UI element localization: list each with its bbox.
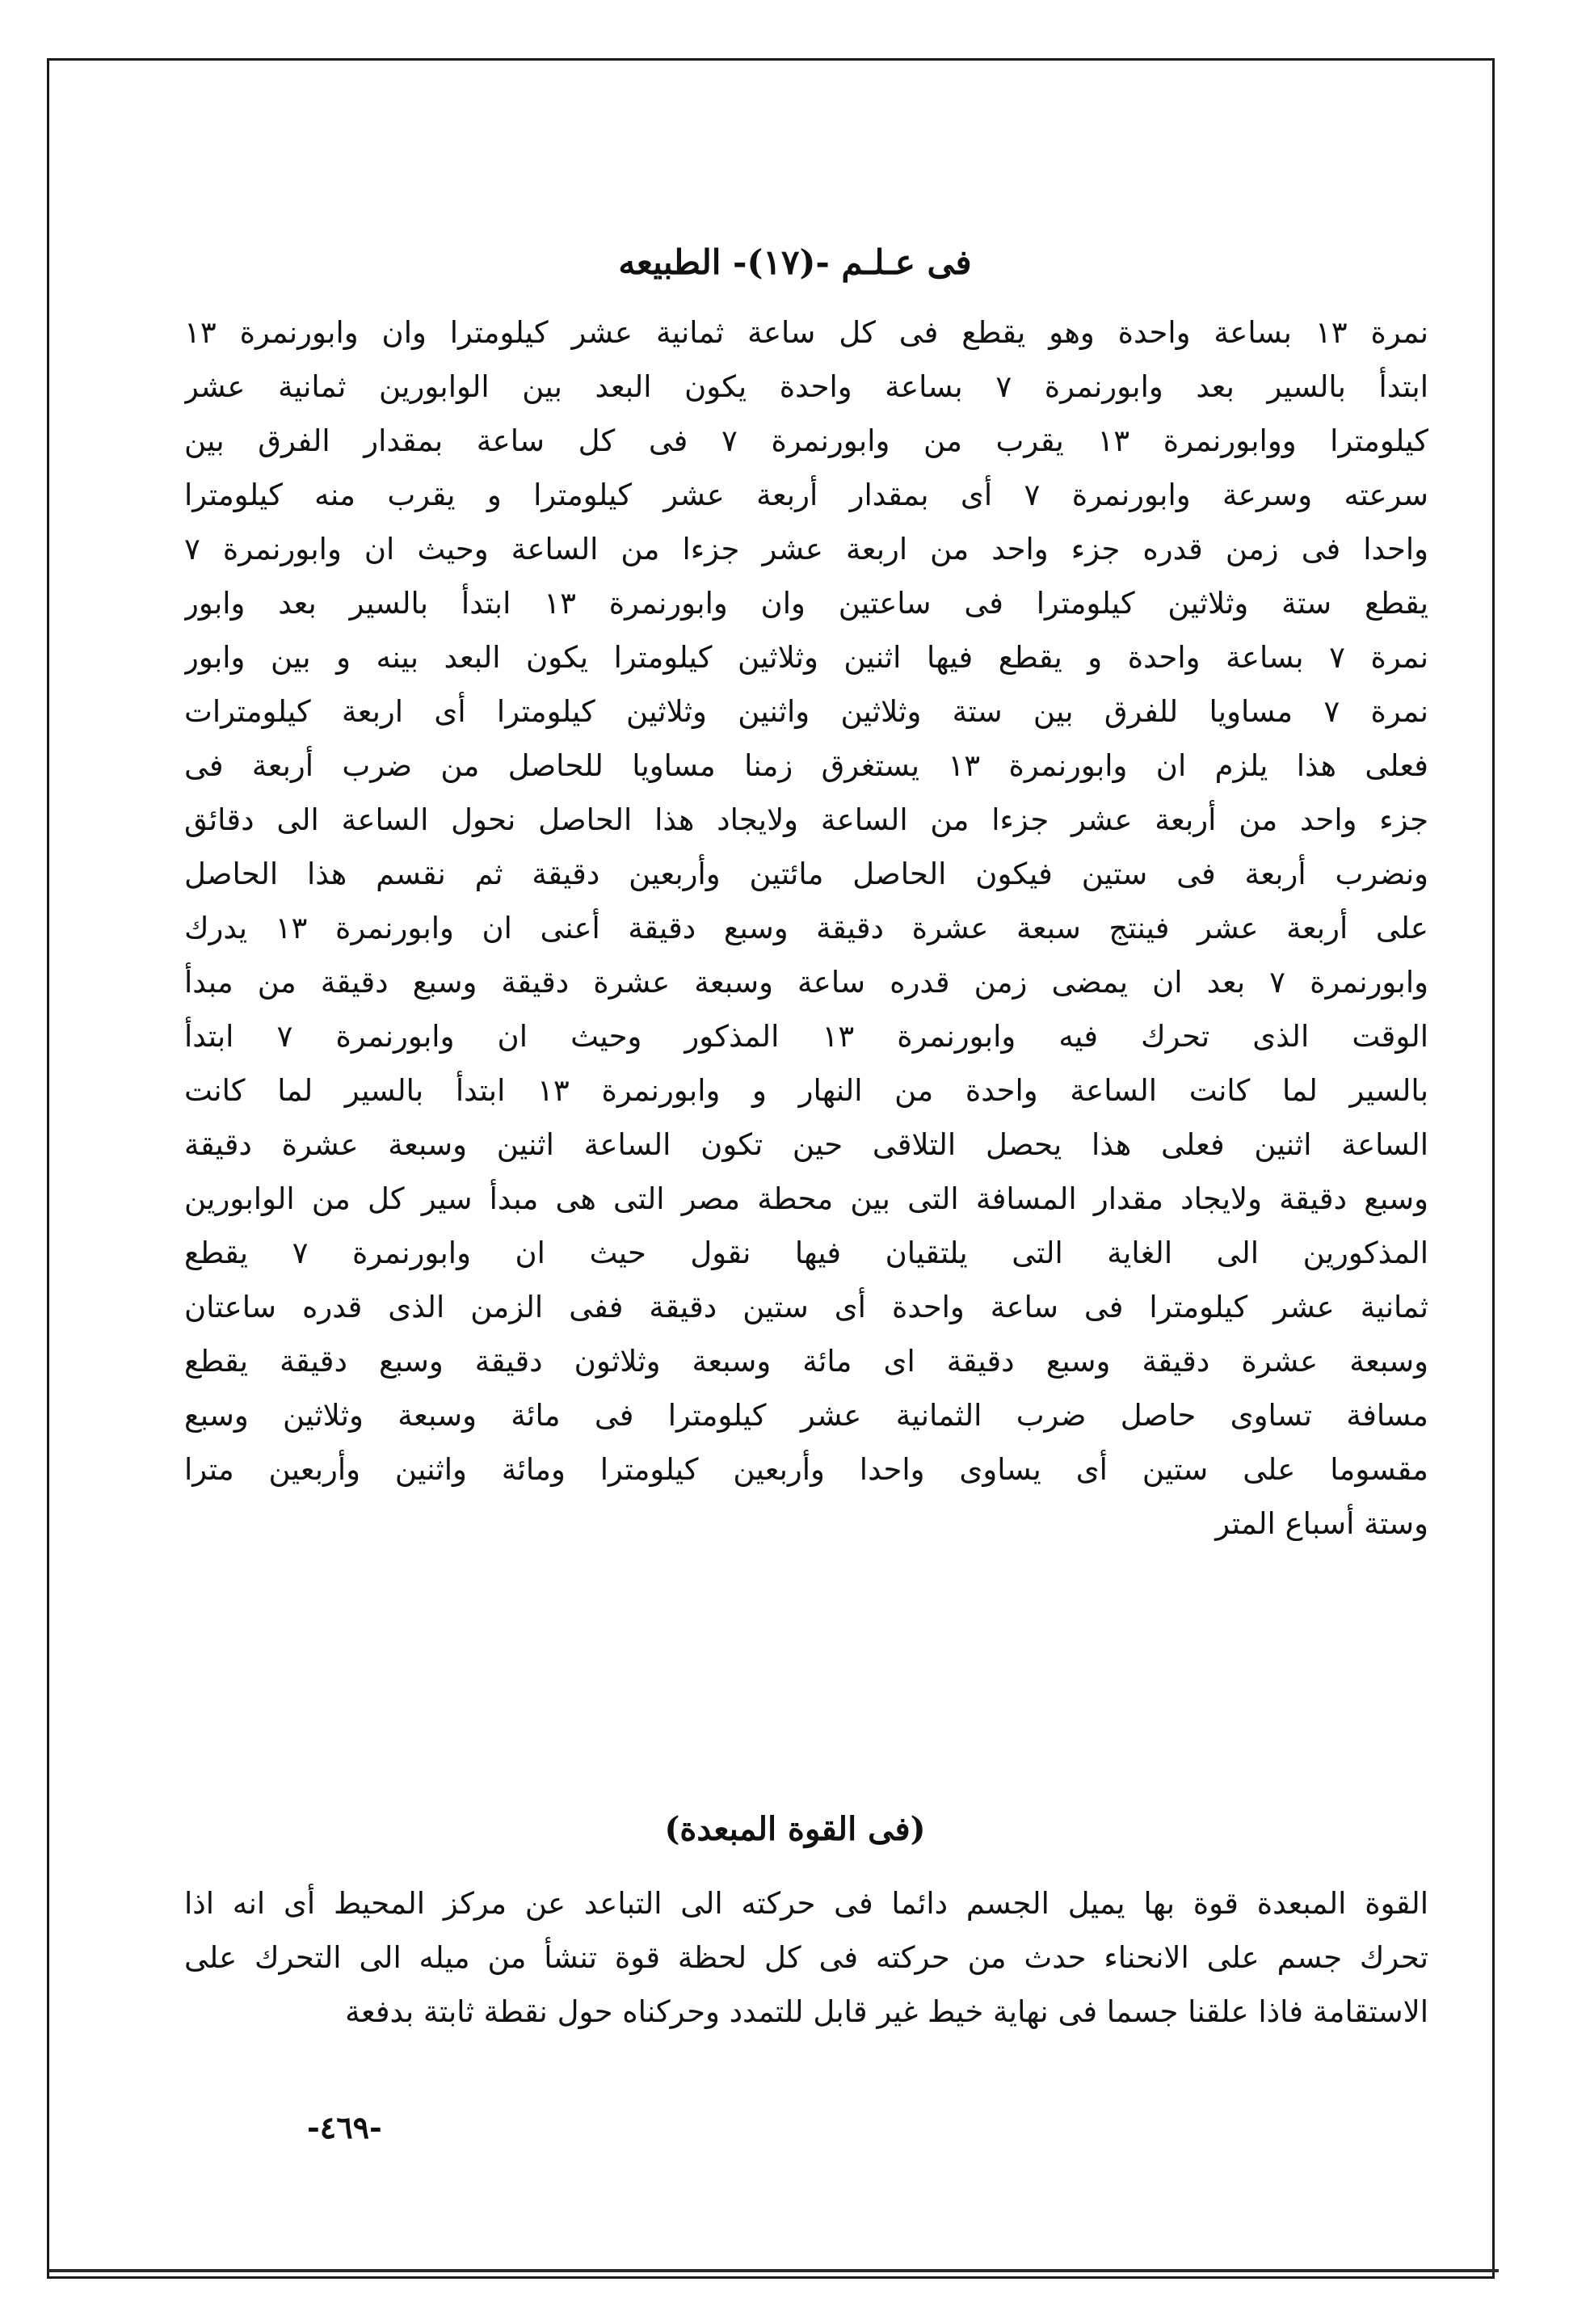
page-number: -٤٦٩- bbox=[307, 2109, 382, 2145]
text-line: نمرة ١٣ بساعة واحدة وهو يقطع فى كل ساعة ثمانية عشر كيلومترا وان وابورنمرة ١٣ bbox=[184, 315, 1428, 350]
text-line: كيلومترا ووابورنمرة ١٣ يقرب من وابورنمرة ٧ فى كل ساعة بمقدار الفرق بين bbox=[184, 423, 1428, 458]
text-line: الساعة اثنين فعلى هذا يحصل التلاقى حين تكون الساعة اثنين وسبعة عشرة دقيقة bbox=[184, 1127, 1428, 1162]
page-border-shadow bbox=[48, 2269, 1499, 2272]
text-line: مقسوما على ستين أى يساوى واحدا وأربعين كيلومترا ومائة واثنين وأربعين مترا bbox=[184, 1452, 1428, 1487]
paragraph-centrifugal-force bbox=[184, 1876, 1428, 2039]
text-line: فعلى هذا يلزم ان وابورنمرة ١٣ يستغرق زمنا مساويا للحاصل من ضرب أربعة فى bbox=[184, 748, 1428, 783]
text-line: يقطع ستة وثلاثين كيلومترا فى ساعتين وان وابورنمرة ١٣ ابتدأ بالسير بعد وابور bbox=[184, 586, 1428, 621]
section-heading: (فى القوة المبعدة) bbox=[664, 1810, 926, 1848]
text-line: نمرة ٧ مساويا للفرق بين ستة وثلاثين واثنين وثلاثين كيلومترا أى اربعة كيلومترات bbox=[184, 694, 1428, 729]
text-line: ثمانية عشر كيلومترا فى ساعة واحدة أى ستين دقيقة ففى الزمن الذى قدره ساعتان bbox=[184, 1290, 1428, 1324]
text-line: بالسير لما كانت الساعة واحدة من النهار و وابورنمرة ١٣ ابتدأ بالسير لما كانت bbox=[184, 1073, 1428, 1108]
text-line: وابورنمرة ٧ بعد ان يمضى زمن قدره ساعة وسبعة عشرة دقيقة وسبع دقيقة من مبدأ bbox=[184, 965, 1428, 1000]
text-line: الوقت الذى تحرك فيه وابورنمرة ١٣ المذكور وحيث ان وابورنمرة ٧ ابتدأ bbox=[184, 1019, 1428, 1054]
text-line: وسبعة عشرة دقيقة وسبع دقيقة اى مائة وسبعة وثلاثون دقيقة وسبع دقيقة يقطع bbox=[184, 1344, 1428, 1379]
text-line: وستة أسباع المتر bbox=[1215, 1506, 1428, 1541]
text-line: القوة المبعدة قوة بها يميل الجسم دائما فى حركته الى التباعد عن مركز المحيط أى انه اذا bbox=[184, 1886, 1428, 1921]
text-line: جزء واحد من أربعة عشر جزءا من الساعة ولايجاد هذا الحاصل نحول الساعة الى دقائق bbox=[184, 802, 1428, 837]
text-line: المذكورين الى الغاية التى يلتقيان فيها نقول حيث ان وابورنمرة ٧ يقطع bbox=[184, 1236, 1428, 1270]
text-line: تحرك جسم على الانحناء حدث من حركته فى كل لحظة قوة تنشأ من ميله الى التحرك على bbox=[184, 1940, 1428, 1975]
text-line: ابتدأ بالسير بعد وابورنمرة ٧ بساعة واحدة يكون البعد بين الوابورين ثمانية عشر bbox=[184, 369, 1428, 404]
text-line: مسافة تساوى حاصل ضرب الثمانية عشر كيلومترا فى مائة وسبعة وثلاثين وسبع bbox=[184, 1398, 1428, 1433]
text-line: الاستقامة فاذا علقنا جسما فى نهاية خيط غير قابل للتمدد وحركناه حول نقطة ثابتة بدفعة bbox=[345, 1994, 1428, 2029]
text-line: نمرة ٧ بساعة واحدة و يقطع فيها اثنين وثلاثين كيلومترا يكون البعد بينه و بين وابور bbox=[184, 640, 1428, 675]
text-line: وسبع دقيقة ولايجاد مقدار المسافة التى بين محطة مصر التى هى مبدأ سير كل من الوابورين bbox=[184, 1181, 1428, 1216]
running-header: فى عـلـم -(١٧)- الطبيعه bbox=[618, 242, 972, 282]
text-line: سرعته وسرعة وابورنمرة ٧ أى بمقدار أربعة عشر كيلومترا و يقرب منه كيلومترا bbox=[184, 478, 1428, 512]
paragraph-computation bbox=[184, 305, 1428, 1551]
text-line: واحدا فى زمن قدره جزء واحد من اربعة عشر جزءا من الساعة وحيث ان وابورنمرة ٧ bbox=[184, 532, 1428, 566]
text-line: على أربعة عشر فينتج سبعة عشرة دقيقة وسبع دقيقة أعنى ان وابورنمرة ١٣ يدرك bbox=[184, 911, 1428, 945]
text-line: ونضرب أربعة فى ستين فيكون الحاصل مائتين وأربعين دقيقة ثم نقسم هذا الحاصل bbox=[184, 857, 1428, 891]
